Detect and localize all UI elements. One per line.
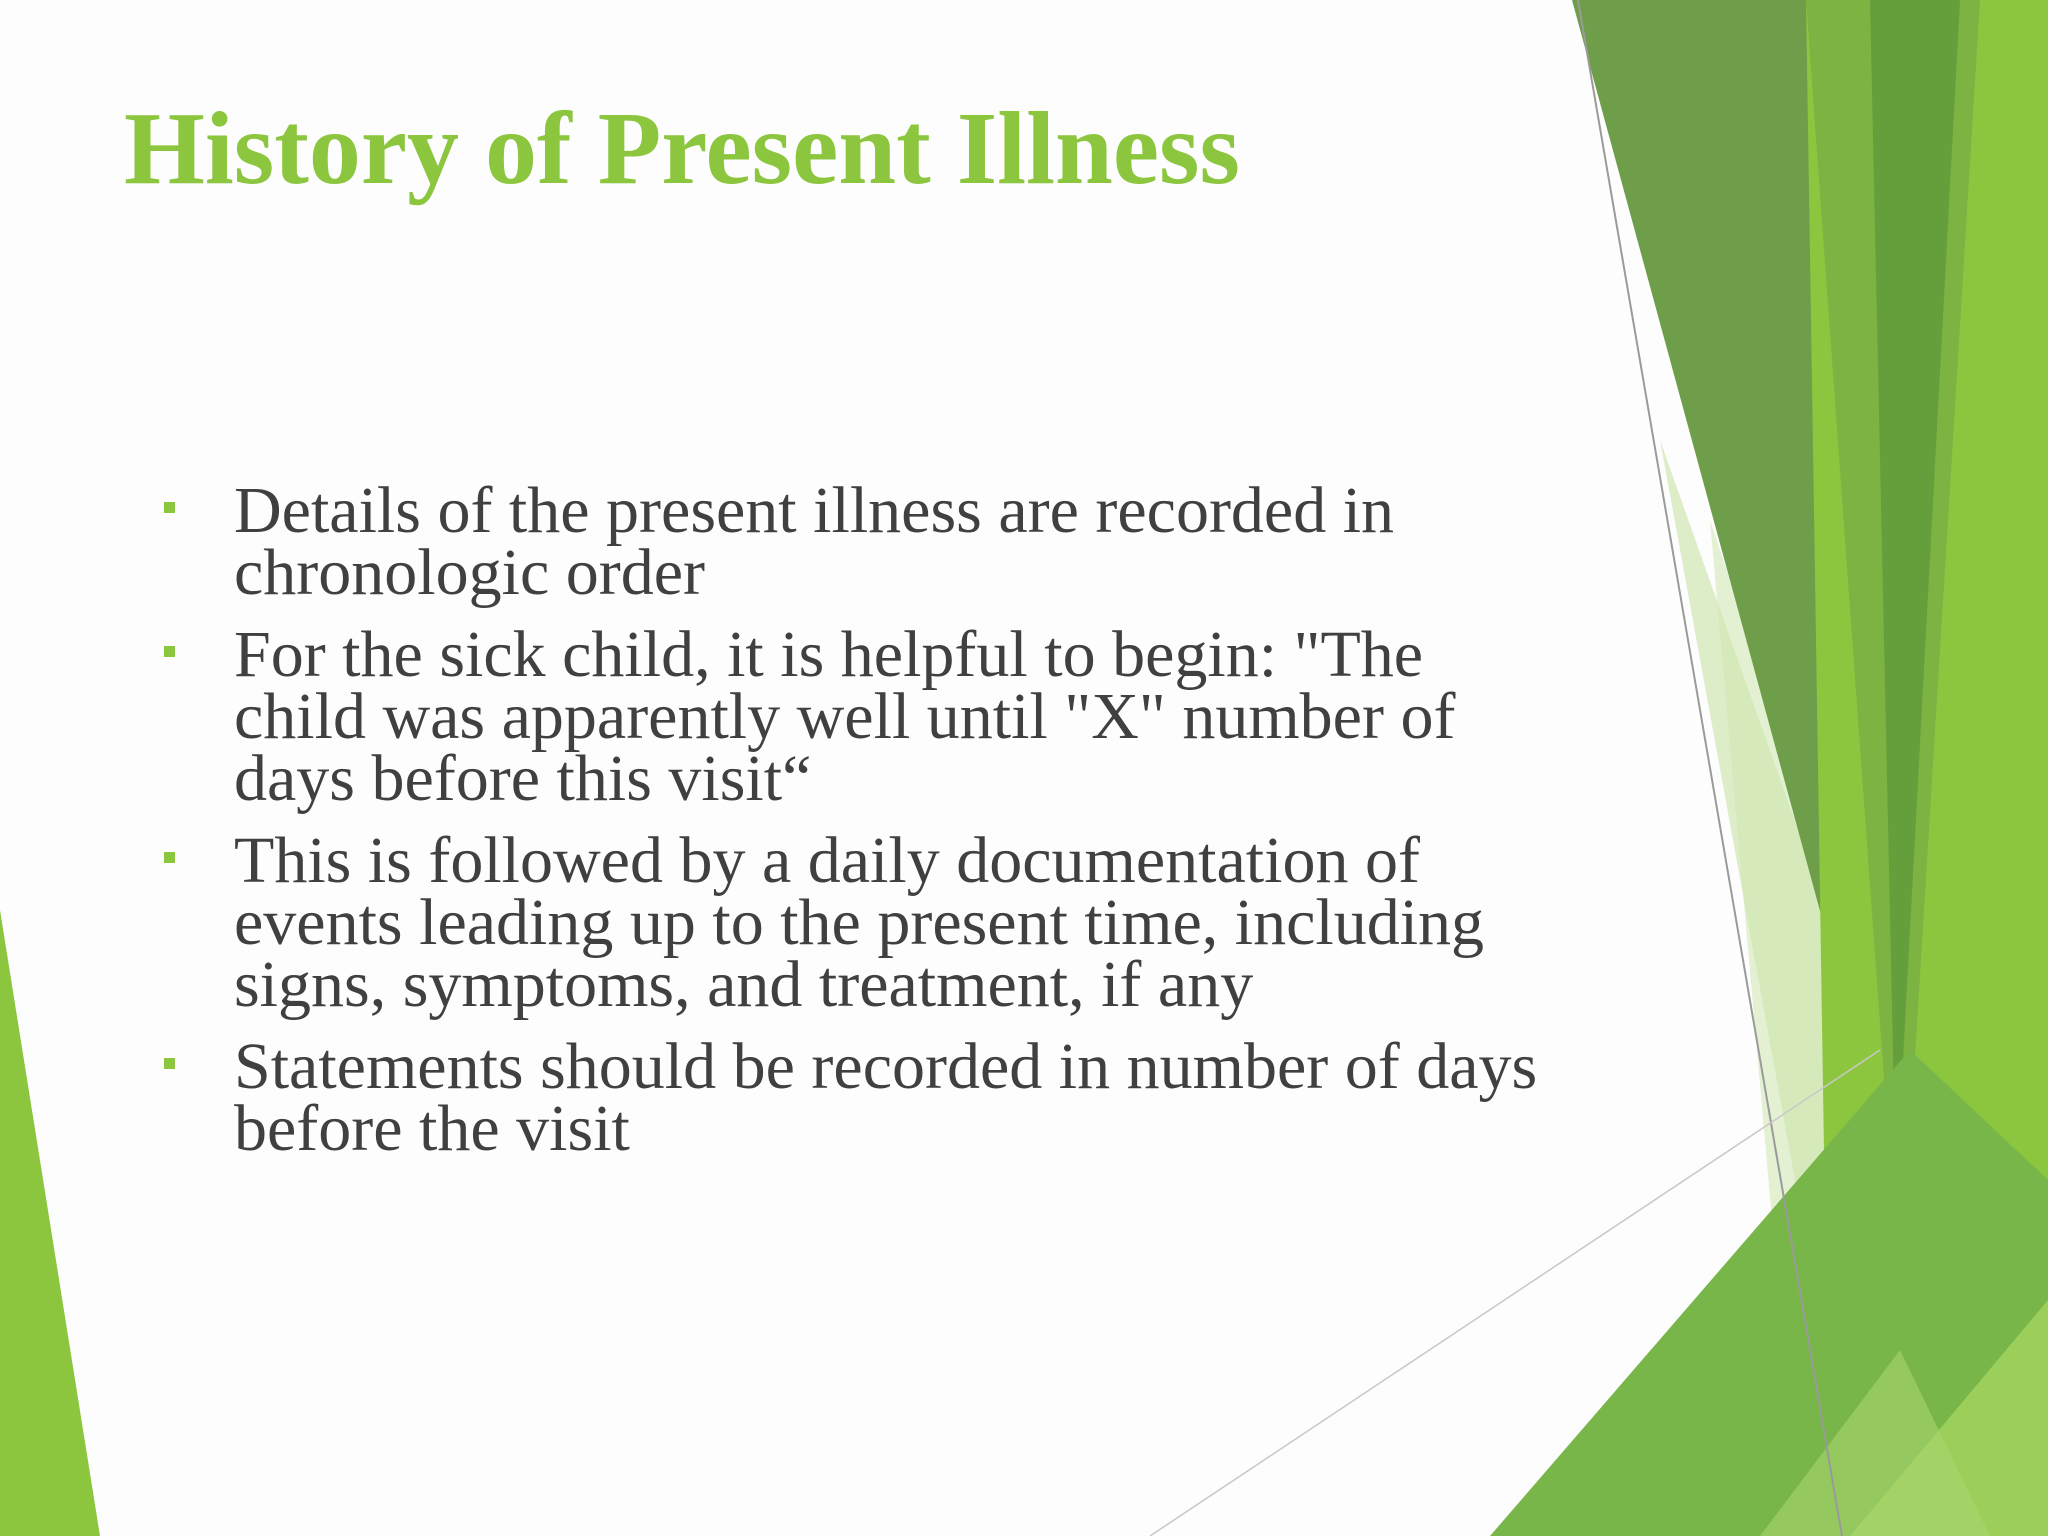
square-bullet-icon: [164, 1058, 175, 1069]
bullet-item: [160, 618, 1560, 815]
bullet-item: [160, 1030, 1560, 1165]
square-bullet-icon: [164, 502, 175, 513]
bullet-item: [160, 824, 1560, 1021]
bullet-item: [160, 474, 1560, 609]
bullet-text: Statements should be recorded in number of days before the visit: [234, 1030, 1538, 1165]
square-bullet-icon: [164, 646, 175, 657]
slide-title: History of Present Illness: [124, 91, 1240, 206]
left-edge-facet: [0, 910, 100, 1536]
bullet-list: [160, 474, 1560, 1180]
bullet-text: This is followed by a daily documentation of events leading up to the present time, including signs, symptoms, and treatment, if any: [234, 824, 1485, 1021]
square-bullet-icon: [164, 852, 175, 863]
bullet-text: Details of the present illness are recorded in chronologic order: [234, 474, 1395, 609]
bullet-text: For the sick child, it is helpful to begin: "The child was apparently well until "X" number of days before this visit“: [234, 618, 1456, 815]
